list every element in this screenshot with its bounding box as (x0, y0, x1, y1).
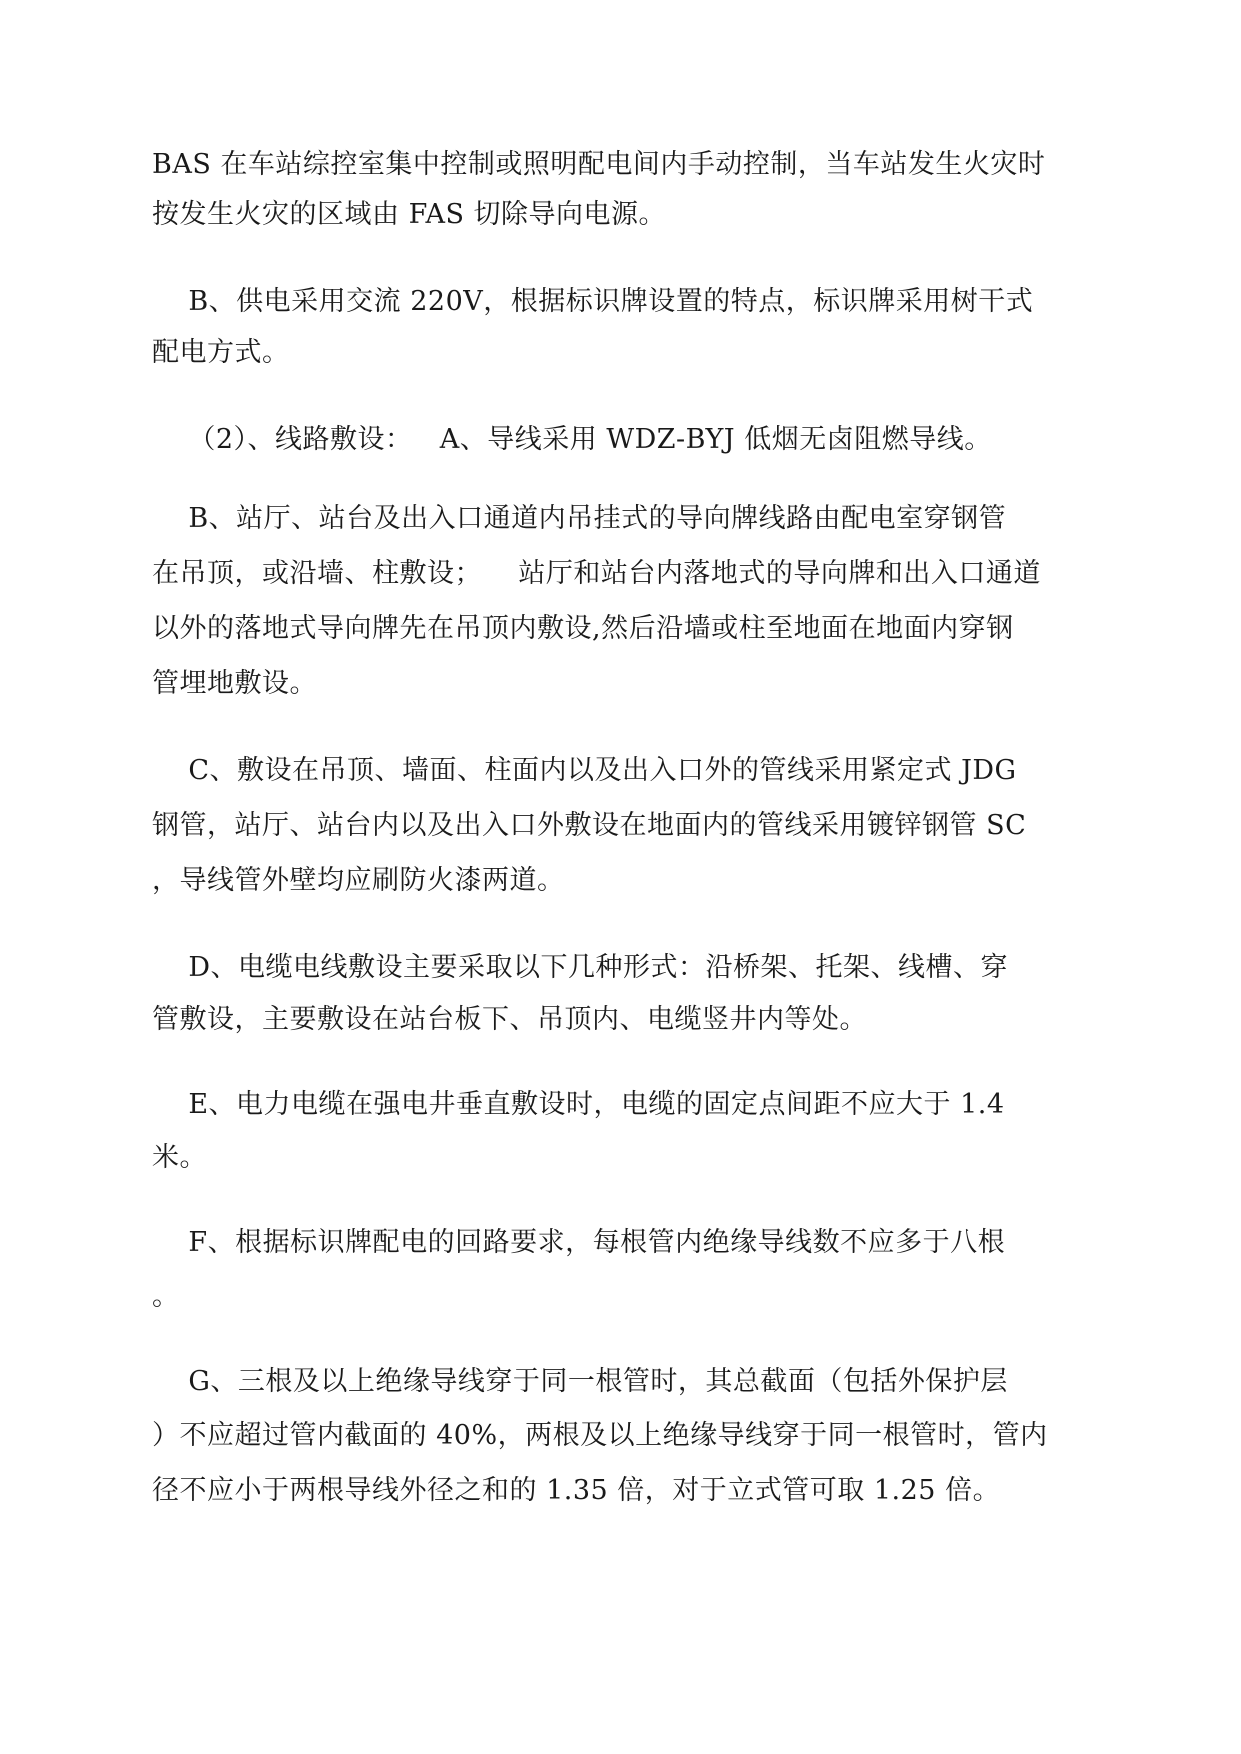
text-line-10: C、敷设在吊顶、墙面、柱面内以及出入口外的管线采用紧定式 JDG (152, 755, 1017, 786)
text-line-19: G、三根及以上绝缘导线穿于同一根管时，其总截面（包括外保护层 (152, 1366, 1008, 1397)
text-line-6: B、站厅、站台及出入口通道内吊挂式的导向牌线路由配电室穿钢管 (152, 503, 1007, 534)
text-line-1: BAS 在车站综控室集中控制或照明配电间内手动控制，当车站发生火灾时 (152, 149, 1046, 180)
text-line-21: 径不应小于两根导线外径之和的 1.35 倍，对于立式管可取 1.25 倍。 (152, 1475, 1001, 1506)
text-line-20: ）不应超过管内截面的 40%，两根及以上绝缘导线穿于同一根管时，管内 (152, 1420, 1048, 1451)
text-line-11: 钢管，站厅、站台内以及出入口外敷设在地面内的管线采用镀锌钢管 SC (152, 810, 1027, 841)
text-line-9: 管埋地敷设。 (152, 668, 317, 699)
text-line-15: E、电力电缆在强电井垂直敷设时，电缆的固定点间距不应大于 1.4 (152, 1089, 1005, 1120)
text-line-17: F、根据标识牌配电的回路要求，每根管内绝缘导线数不应多于八根 (152, 1227, 1006, 1258)
text-line-18: 。 (152, 1281, 180, 1312)
text-line-2: 按发生火灾的区域由 FAS 切除导向电源。 (152, 199, 667, 230)
text-line-7: 在吊顶，或沿墙、柱敷设； 站厅和站台内落地式的导向牌和出入口通道 (152, 558, 1041, 589)
text-line-8: 以外的落地式导向牌先在吊顶内敷设,然后沿墙或柱至地面在地面内穿钢 (152, 613, 1014, 644)
text-line-12: ，导线管外壁均应刷防火漆两道。 (152, 865, 565, 896)
text-line-14: 管敷设，主要敷设在站台板下、吊顶内、电缆竖井内等处。 (152, 1004, 867, 1035)
text-line-4: 配电方式。 (152, 337, 290, 368)
text-line-5: （2）、线路敷设： A、导线采用 WDZ-BYJ 低烟无卤阻燃导线。 (152, 424, 992, 455)
text-line-13: D、电缆电线敷设主要采取以下几种形式：沿桥架、托架、线槽、穿 (152, 952, 1008, 983)
text-line-3: B、供电采用交流 220V，根据标识牌设置的特点，标识牌采用树干式 (152, 286, 1034, 317)
text-line-16: 米。 (152, 1142, 207, 1173)
